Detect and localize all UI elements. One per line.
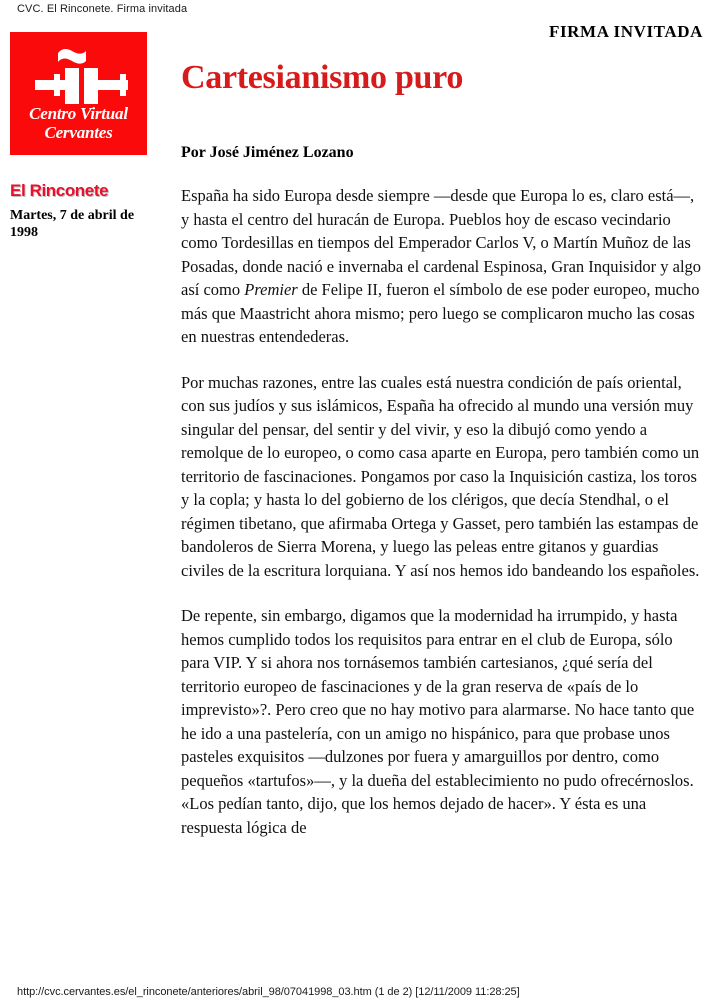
article-body	[181, 184, 703, 839]
document-page	[0, 22, 715, 972]
browser-print-header: CVC. El Rinconete. Firma invitada	[17, 3, 188, 15]
section-label: FIRMA INVITADA	[548, 22, 703, 41]
cvc-logo-wordmark-line2: Cervantes	[44, 123, 113, 142]
cvc-enye-emblem-icon	[10, 46, 147, 104]
emphasized-term: Premier	[244, 280, 298, 299]
paragraph-text-tail: de Felipe II, fueron el símbolo de ese poder europeo, mucho más que Maastricht ahora mismo; pero luego se complicaron mucho las cosas en nuestras entendederas.	[181, 280, 700, 346]
article-paragraph: Por muchas razones, entre las cuales está nuestra condición de país oriental, con sus judíos y sus islámicos, España ha ofrecido al mundo una versión muy singular del pensar, del sentir y del vivir, y eso la dibujó como yendo a remolque de lo europeo, o como casa aparte en Europa, pero también como un territorio de fascinaciones. Pongamos por caso la Inquisición castiza, los toros y la copla; y hasta lo del gobierno de los clérigos, que decía Stendhal, o el régimen tibetano, que afirmaba Ortega y Gasset, pero también las estampas de bandoleros de Sierra Morena, y luego las peleas entre gitanos y guardias civiles de la escritura lorquiana. Y así nos hemos ido bandeando los españoles.	[181, 372, 700, 580]
paragraph-text: España ha sido Europa desde siempre —desde que Europa lo es, claro está—, y hasta el centro del huracán de Europa. Pueblos hoy de escaso vecindario como Tordesillas en tiempos del Emperador Carlos V, o Martín Muñoz de las Posadas, donde nació e invernaba el cardenal Espinosa, Gran Inquisidor y algo así como	[181, 186, 702, 299]
page-title: Cartesianismo puro	[181, 59, 464, 96]
publication-masthead[interactable]: El Rinconete	[10, 181, 109, 200]
issue-date: Martes, 7 de abril de 1998	[10, 208, 135, 240]
article-byline: Por José Jiménez Lozano	[181, 144, 354, 161]
browser-print-footer: http://cvc.cervantes.es/el_rinconete/anteriores/abril_98/07041998_03.htm (1 de 2) [12/11/2009 11:28:25]	[17, 986, 520, 998]
cvc-logo[interactable]	[10, 32, 147, 155]
sidebar	[10, 32, 170, 241]
article	[181, 22, 703, 839]
article-paragraph	[181, 184, 703, 349]
article-paragraph: De repente, sin embargo, digamos que la modernidad ha irrumpido, y hasta hemos cumplido todos los requisitos para entrar en el club de Europa, sólo para VIP. Y si ahora nos tornásemos también cartesianos, ¿qué sería del territorio europeo de fascinaciones y de la gran reserva de «país de lo imprevisto»?. Pero creo que no hay motivo para alarmarse. No hace tanto que he ido a una pastelería, con un amigo no hispánico, para que probase unos pasteles exquisitos —dulzones por fuera y amarguillos por dentro, como pequeños «tartufos»—, y la dueña del establecimiento no pudo ofrecérnoslos. «Los pedían tanto, dijo, que los hemos dejado de hacer». Y ésta es una respuesta lógica de	[181, 606, 695, 837]
cvc-logo-wordmark-line1: Centro Virtual	[29, 104, 128, 123]
cvc-logo-wordmark	[10, 104, 147, 142]
